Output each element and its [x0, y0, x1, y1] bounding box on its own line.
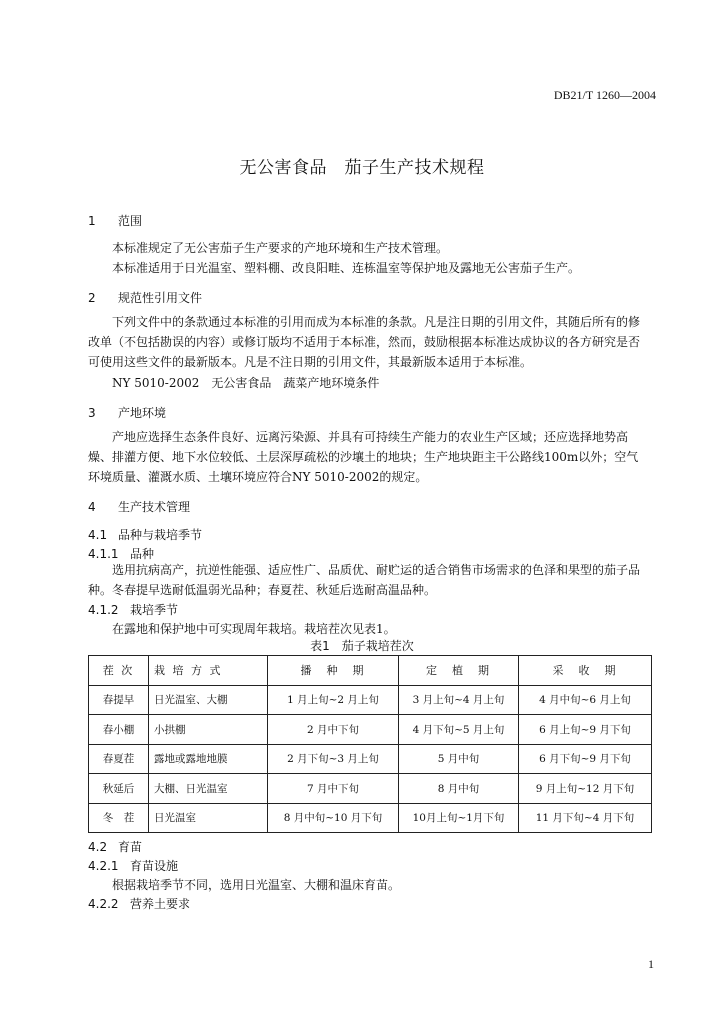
- normative-reference: NY 5010-2002 无公害食品 蔬菜产地环境条件: [112, 376, 380, 390]
- table-cell: 6 月下旬~9 月下旬: [519, 744, 652, 774]
- table-cell: 春提早: [89, 685, 149, 715]
- column-header: 茬 次: [89, 656, 149, 686]
- table-row: [89, 774, 652, 804]
- table-cell: 9 月上旬~12 月下旬: [519, 774, 652, 804]
- section-4-2-1-heading: [88, 857, 178, 874]
- table-row: [89, 715, 652, 745]
- table-cell: 秋延后: [89, 774, 149, 804]
- table-cell: 4 月中旬~6 月上旬: [519, 685, 652, 715]
- table-row: [89, 685, 652, 715]
- section-1-heading: [88, 212, 142, 229]
- section-number: 4.2.1: [88, 859, 119, 873]
- column-header: 栽 培 方 式: [149, 656, 268, 686]
- section-title: 生产技术管理: [118, 500, 191, 514]
- table-cell: 露地或露地地膜: [149, 744, 268, 774]
- table-cell: 11 月下旬~4 月下旬: [519, 803, 652, 833]
- section-4-heading: [88, 498, 190, 515]
- section-number: 4.1: [88, 528, 108, 542]
- section-number: 3: [88, 406, 96, 420]
- table-cell: 8 月中旬~10 月下旬: [268, 803, 399, 833]
- document-title: 无公害食品 茄子生产技术规程: [239, 158, 485, 178]
- section-4-1-1-paragraph: 选用抗病高产，抗逆性能强、适应性广、品质优、耐贮运的适合销售市场需求的色泽和果型的茄子品种。冬春提早选耐低温弱光品种；春夏茬、秋延后选耐高温品种。: [88, 563, 641, 597]
- table-cell: 小拱棚: [149, 715, 268, 745]
- section-number: 4.2: [88, 840, 108, 854]
- section-title: 规范性引用文件: [118, 291, 203, 305]
- table-caption: 表1 茄子栽培茬次: [310, 639, 414, 653]
- table-cell: 冬 茬: [89, 803, 149, 833]
- section-title: 栽培季节: [130, 603, 179, 617]
- standard-number: DB21/T 1260—2004: [553, 88, 656, 102]
- section-number: 4.2.2: [88, 897, 119, 911]
- table-cell: 2 月中下旬: [268, 715, 399, 745]
- section-number: 4.1.2: [88, 603, 119, 617]
- section-title: 育苗设施: [130, 859, 179, 873]
- table-cell: 7 月中下旬: [268, 774, 399, 804]
- table-header-row: [89, 656, 652, 686]
- section-3-paragraph: 产地应选择生态条件良好、远离污染源、并具有可持续生产能力的农业生产区域；还应选择地势高燥、排灌方便、地下水位较低、土层深厚疏松的沙壤土的地块；生产地块距主干公路线100m以外；空气环境质量、灌溉水质、土壤环境应符合NY 5010-2002的规定。: [88, 430, 639, 484]
- page-number: 1: [648, 957, 654, 971]
- section-title: 育苗: [118, 840, 143, 854]
- section-title: 范围: [118, 214, 143, 228]
- section-title: 产地环境: [118, 406, 167, 420]
- section-4-2-heading: [88, 838, 142, 855]
- table-cell: 春小棚: [89, 715, 149, 745]
- section-2-heading: [88, 289, 202, 306]
- table-cell: 1 月上旬~2 月上旬: [268, 685, 399, 715]
- section-4-1-heading: [88, 526, 202, 543]
- section-title: 品种与栽培季节: [118, 528, 203, 542]
- section-title: 品种: [130, 547, 155, 561]
- table-cell: 6 月上旬~9 月下旬: [519, 715, 652, 745]
- column-header: 播 种 期: [268, 656, 399, 686]
- planting-schedule-table: [88, 655, 652, 833]
- table-cell: 10月上旬~1月下旬: [399, 803, 519, 833]
- section-4-2-1-paragraph: 根据栽培季节不同，选用日光温室、大棚和温床育苗。: [112, 878, 401, 892]
- table-row: [89, 803, 652, 833]
- section-title: 营养土要求: [130, 897, 191, 911]
- table-cell: 日光温室、大棚: [149, 685, 268, 715]
- section-4-2-2-heading: [88, 895, 190, 912]
- section-number: 1: [88, 214, 96, 228]
- section-4-1-2-heading: [88, 601, 178, 618]
- section-2-paragraph: 下列文件中的条款通过本标准的引用而成为本标准的条款。凡是注日期的引用文件，其随后所有的修改单（不包括勘误的内容）或修订版均不适用于本标准，然而，鼓励根据本标准达成协议的各方研究是否可使用这些文件的最新版本。凡是不注日期的引用文件，其最新版本适用于本标准。: [88, 315, 641, 369]
- table-cell: 8 月中旬: [399, 774, 519, 804]
- section-1-paragraph-1: 本标准规定了无公害茄子生产要求的产地环境和生产技术管理。: [112, 241, 449, 255]
- table-cell: 3 月上旬~4 月上旬: [399, 685, 519, 715]
- table-row: [89, 744, 652, 774]
- table-cell: 2 月下旬~3 月上旬: [268, 744, 399, 774]
- table-cell: 大棚、日光温室: [149, 774, 268, 804]
- section-4-1-2-paragraph: 在露地和保护地中可实现周年栽培。栽培茬次见表1。: [112, 622, 396, 636]
- table-cell: 春夏茬: [89, 744, 149, 774]
- section-number: 4.1.1: [88, 547, 119, 561]
- table-cell: 日光温室: [149, 803, 268, 833]
- column-header: 采 收 期: [519, 656, 652, 686]
- section-number: 2: [88, 291, 96, 305]
- table-cell: 4 月下旬~5 月上旬: [399, 715, 519, 745]
- table-cell: 5 月中旬: [399, 744, 519, 774]
- section-number: 4: [88, 500, 96, 514]
- section-1-paragraph-2: 本标准适用于日光温室、塑料棚、改良阳畦、连栋温室等保护地及露地无公害茄子生产。: [112, 261, 581, 275]
- column-header: 定 植 期: [399, 656, 519, 686]
- section-3-heading: [88, 404, 166, 421]
